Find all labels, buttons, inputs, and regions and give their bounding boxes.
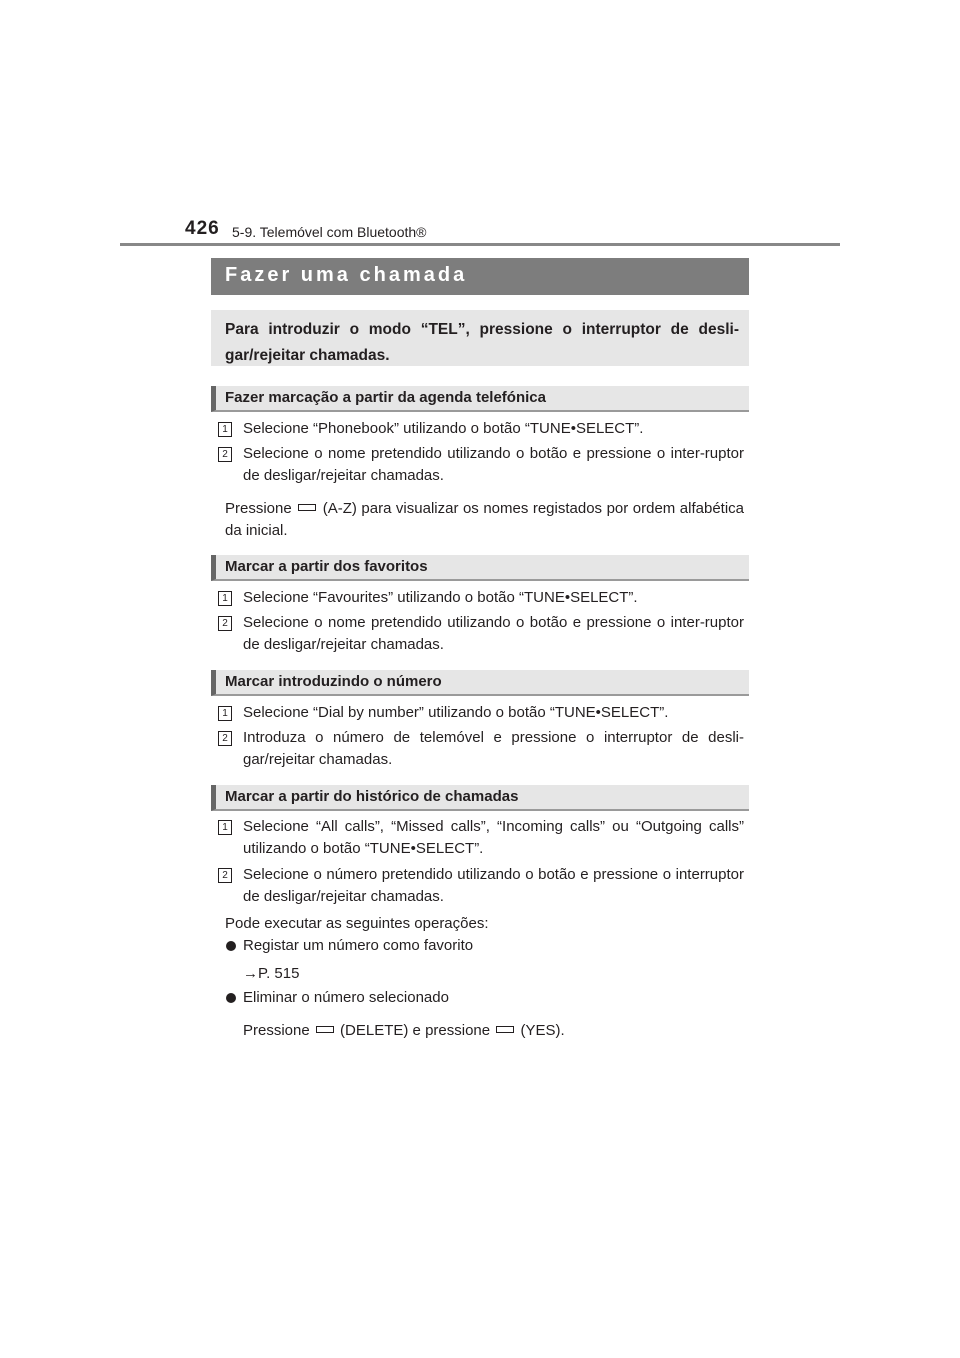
section-heading-dial-number: Marcar introduzindo o número [211,670,749,696]
bullet-icon [226,993,236,1003]
header-divider [120,243,840,246]
step-text: Selecione “Phonebook” utilizando o botão “TUNE•SELECT”. [243,420,644,437]
step-number-badge: 1 [218,591,232,606]
note-text: Pressione [225,500,292,517]
step-text: Selecione o nome pretendido utilizando o botão e pressione o inter-ruptor de desligar/rejeitar chamadas. [243,614,744,653]
step-number-badge: 1 [218,422,232,437]
step-number-badge: 1 [218,706,232,721]
yes-button-symbol-icon [496,1026,514,1033]
page-title: Fazer uma chamada [211,258,749,295]
step-text: Introduza o número de telemóvel e pressione o interruptor de desli-gar/rejeitar chamadas. [243,729,744,768]
section-heading-favourites: Marcar a partir dos favoritos [211,555,749,581]
bullet-icon [226,941,236,951]
bullet-text: Eliminar o número selecionado [243,989,449,1006]
step-text: Selecione “All calls”, “Missed calls”, “Incoming calls” ou “Outgoing calls” utilizando o botão “TUNE•SELECT”. [243,818,744,857]
step-text: Selecione “Favourites” utilizando o botão “TUNE•SELECT”. [243,589,638,606]
step-text: Selecione o nome pretendido utilizando o botão e pressione o inter-ruptor de desligar/rejeitar chamadas. [243,445,744,484]
step-number-badge: 2 [218,447,232,462]
detail-text: (DELETE) e pressione [340,1022,491,1039]
note-paragraph [225,498,744,542]
section-path: 5-9. Telemóvel com Bluetooth® [232,224,427,240]
page-number: 426 [185,218,220,239]
operations-intro: Pode executar as seguintes operações: [225,915,489,932]
bullet-text: Registar um número como favorito [243,937,474,954]
detail-text: (YES). [520,1022,565,1039]
section-heading-call-history: Marcar a partir do histórico de chamadas [211,785,749,811]
step-number-badge: 1 [218,820,232,835]
step-number-badge: 2 [218,868,232,883]
page-reference-link[interactable]: →P. 515 [243,965,300,982]
intro-box: Para introduzir o modo “TEL”, pressione o interruptor de desli-gar/rejeitar chamadas. [211,310,749,366]
step-text: Selecione “Dial by number” utilizando o botão “TUNE•SELECT”. [243,704,669,721]
note-text: (A-Z) para visualizar os nomes registados por ordem alfabética da inicial. [225,500,744,539]
section-heading-phonebook: Fazer marcação a partir da agenda telefónica [211,386,749,412]
step-number-badge: 2 [218,616,232,631]
button-symbol-icon [298,504,316,511]
step-text: Selecione o número pretendido utilizando o botão e pressione o interruptor de desligar/rejeitar chamadas. [243,866,744,905]
detail-text: Pressione [243,1022,310,1039]
delete-button-symbol-icon [316,1026,334,1033]
operation-detail [243,1020,565,1042]
step-number-badge: 2 [218,731,232,746]
